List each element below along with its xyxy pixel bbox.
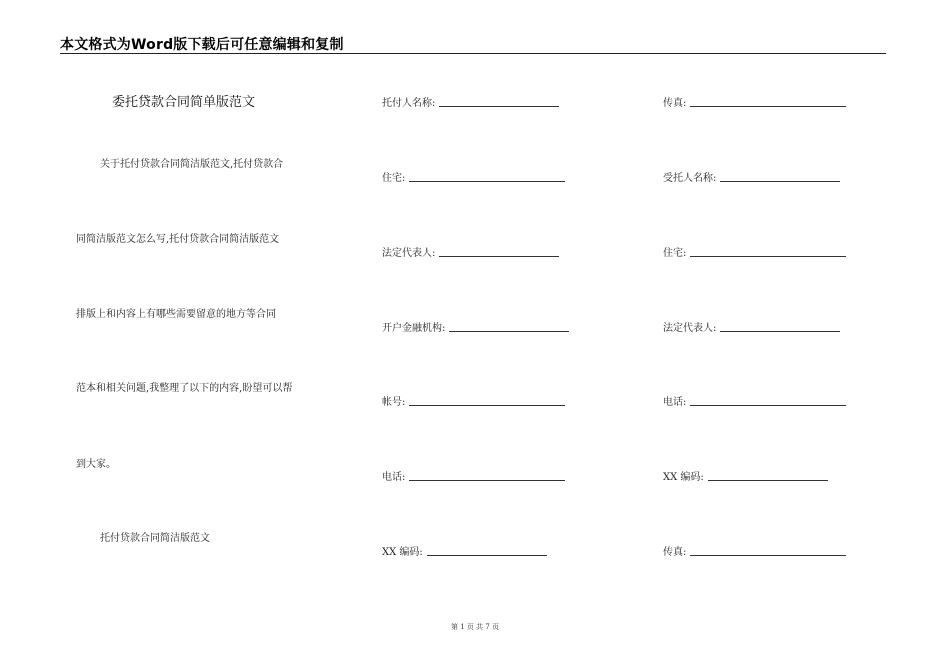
intro-line: 同简洁版范文怎么写,托付贷款合同简洁版范文 [76,234,280,245]
blank-line [720,181,840,182]
document-header [60,34,886,54]
field-label: XX 编码: [382,547,423,558]
field-legal-rep [663,319,840,334]
blank-line [708,480,828,481]
blank-line [409,480,565,481]
blank-line [439,106,559,107]
field-label: 法定代表人: [382,248,436,259]
blank-line [409,181,565,182]
field-legal-rep [382,244,559,259]
field-label: 开户金融机构: [382,323,446,334]
blank-line [409,405,565,406]
blank-line [720,331,840,332]
field-address [382,169,565,184]
field-bank [382,319,569,334]
intro-line: 到大家。 [76,459,116,470]
field-label: 住宅: [663,248,687,259]
field-label: 托付人名称: [382,98,436,109]
section-title: 托付贷款合同简洁版范文 [100,533,210,544]
intro-line: 排版上和内容上有哪些需要留意的地方等合同 [76,309,276,320]
blank-line [427,555,547,556]
field-label: 传真: [663,98,687,109]
field-trustee-name [663,169,840,184]
field-label: 电话: [663,397,687,408]
page-number: 第 1 页 共 7 页 [450,623,500,631]
field-postcode [382,543,547,558]
field-fax [663,94,846,109]
field-phone [663,393,846,408]
blank-line [690,405,846,406]
field-label: 受托人名称: [663,173,717,184]
blank-line [690,106,846,107]
field-label: 传真: [663,547,687,558]
field-entrustor-name [382,94,559,109]
field-label: 法定代表人: [663,323,717,334]
field-label: 帐号: [382,397,406,408]
blank-line [439,256,559,257]
field-label: 电话: [382,472,406,483]
field-phone [382,468,565,483]
field-label: XX 编码: [663,472,704,483]
field-postcode [663,468,828,483]
blank-line [690,555,846,556]
document-title: 委托贷款合同简单版范文 [112,95,256,110]
field-address [663,244,846,259]
field-label: 住宅: [382,173,406,184]
field-fax [663,543,846,558]
blank-line [690,256,846,257]
intro-line: 范本和相关问题,我整理了以下的内容,盼望可以帮 [76,383,293,394]
field-account [382,393,565,408]
header-text: 本文格式为Word版下载后可任意编辑和复制 [60,37,344,53]
blank-line [449,331,569,332]
intro-line: 关于托付贷款合同简洁版范文,托付贷款合 [100,159,284,170]
